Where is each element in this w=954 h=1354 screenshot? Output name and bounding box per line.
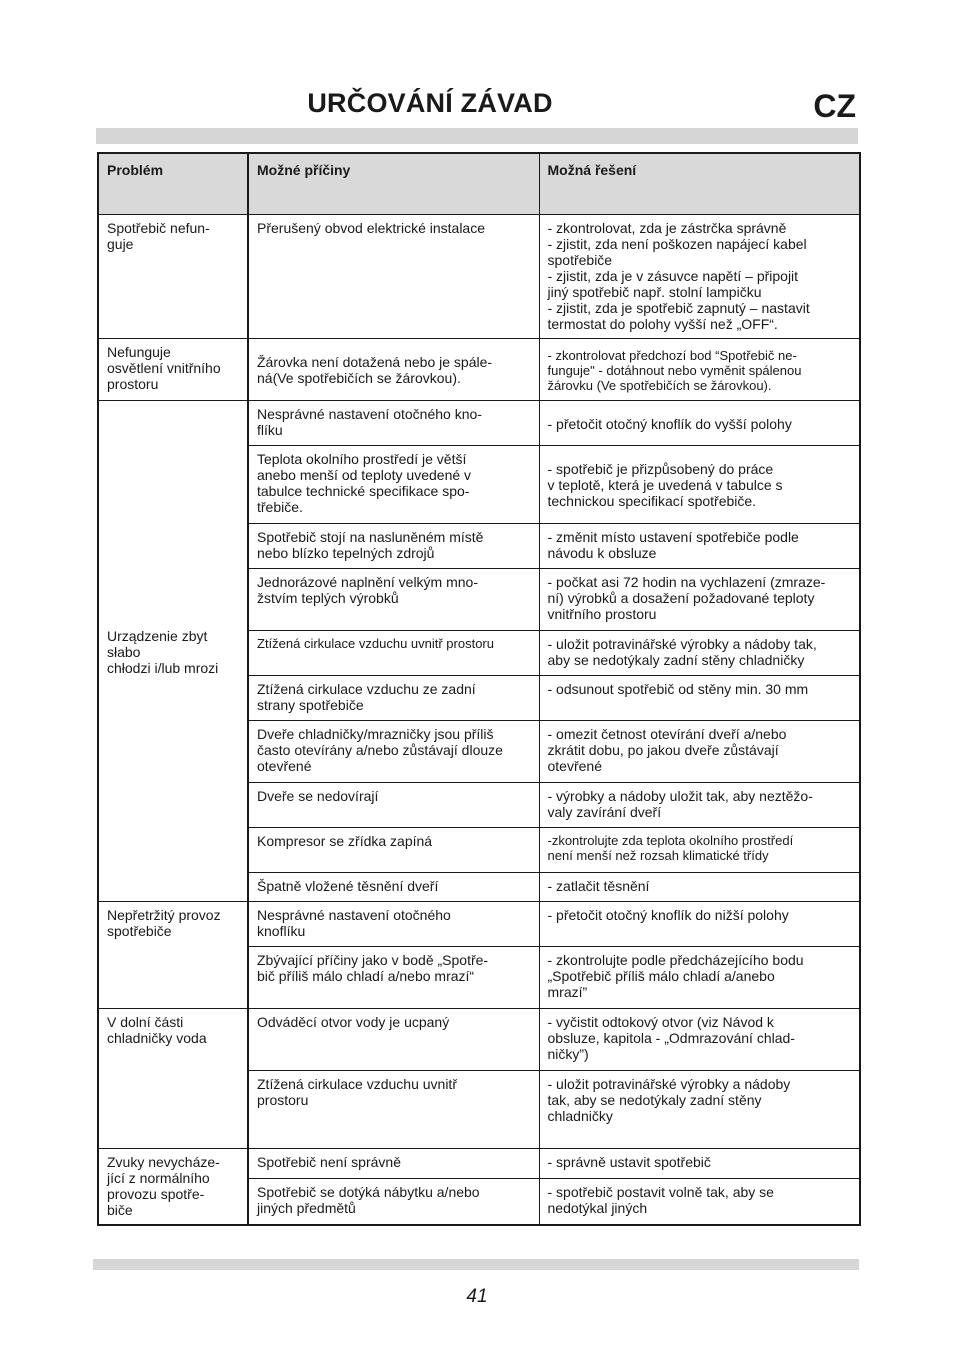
cause-cell: Dveře se nedovírají (248, 783, 539, 828)
solution-cell: - přetočit otočný knoflík do vyšší polohy (539, 401, 860, 446)
problem-cell: Urządzenie zbyt słabo chłodzi i/lub mrozi (98, 401, 248, 902)
cause-cell: Spotřebič stojí na nasluněném místě nebo blízko tepelných zdrojů (248, 524, 539, 569)
cause-cell: Spotřebič není správně (248, 1149, 539, 1179)
solution-cell: - zkontrolovat, zda je zástrčka správně - zjistit, zda není poškozen napájecí kabel spotřebiče - zjistit, zda je v zásuvce napětí – připojit jiný spotřebič např. stolní lampičku - zjistit, zda je spotřebič zapnutý – nastavit termostat do polohy vyšší než „OFF“. (539, 215, 860, 339)
page-number: 41 (466, 1286, 488, 1307)
cause-cell: Nesprávné nastavení otočného knoflíku (248, 902, 539, 947)
solution-cell: - spotřebič je přizpůsobený do práce v teplotě, která je uvedená v tabulce s technickou specifikací spotřebiče. (539, 446, 860, 524)
solution-cell: - zkontrolovat předchozí bod “Spotřebič ne- funguje" - dotáhnout nebo vyměnit spálenou žárovku (Ve spotřebičích se žárovkou). (539, 339, 860, 401)
cause-cell: Dveře chladničky/mrazničky jsou příliš často otevírány a/nebo zůstávají dlouze otevřené (248, 721, 539, 783)
cause-cell: Špatně vložené těsnění dveří (248, 873, 539, 902)
problem-cell: Nefunguje osvětlení vnitřního prostoru (98, 339, 248, 401)
problem-cell: Zvuky nevycháze- jící z normálního provozu spotře- biče (98, 1149, 248, 1225)
solution-cell: - vyčistit odtokový otvor (viz Návod k obsluze, kapitola - „Odmrazování chlad- ničky”) (539, 1009, 860, 1071)
top-divider-bar (96, 128, 858, 144)
solution-cell: - počkat asi 72 hodin na vychlazení (zmraze- ní) výrobků a dosažení požadované teploty vnitřního prostoru (539, 569, 860, 631)
solution-cell: - odsunout spotřebič od stěny min. 30 mm (539, 676, 860, 721)
problem-cell: Nepřetržitý provoz spotřebiče (98, 902, 248, 1009)
problem-cell: V dolní části chladničky voda (98, 1009, 248, 1149)
solution-cell: - správně ustavit spotřebič (539, 1149, 860, 1179)
solution-cell: - změnit místo ustavení spotřebiče podle návodu k obsluze (539, 524, 860, 569)
solution-cell: - zkontrolujte podle předcházejícího bodu „Spotřebič příliš málo chladí a/anebo mrazí” (539, 947, 860, 1009)
table-row (98, 401, 860, 446)
solution-cell: -zkontrolujte zda teplota okolního prostředí není menší než rozsah klimatické třídy (539, 828, 860, 873)
table-row (98, 902, 860, 947)
table-row (98, 1149, 860, 1179)
solution-cell: - přetočit otočný knoflík do nižší polohy (539, 902, 860, 947)
cause-cell: Jednorázové naplnění velkým mno- žstvím teplých výrobků (248, 569, 539, 631)
solution-cell: - spotřebič postavit volně tak, aby se nedotýkal jiných (539, 1179, 860, 1225)
cause-cell: Kompresor se zřídka zapíná (248, 828, 539, 873)
table-row (98, 1009, 860, 1071)
problem-cell: Spotřebič nefun- guje (98, 215, 248, 339)
cause-cell: Ztížená cirkulace vzduchu uvnitř prostoru (248, 1071, 539, 1149)
table-header-row (98, 153, 860, 215)
table-row (98, 215, 860, 339)
bottom-divider-bar (93, 1259, 859, 1270)
language-code: CZ (813, 88, 856, 124)
cause-cell: Ztížená cirkulace vzduchu uvnitř prostoru (248, 631, 539, 676)
cause-cell: Žárovka není dotažená nebo je spále- ná(Ve spotřebičích se žárovkou). (248, 339, 539, 401)
cause-cell: Odváděcí otvor vody je ucpaný (248, 1009, 539, 1071)
cause-cell: Zbývající příčiny jako v bodě „Spotře- bič příliš málo chladí a/nebo mrazí“ (248, 947, 539, 1009)
solution-cell: - zatlačit těsnění (539, 873, 860, 902)
cause-cell: Přerušený obvod elektrické instalace (248, 215, 539, 339)
cause-cell: Teplota okolního prostředí je větší anebo menší od teploty uvedené v tabulce technické specifikace spo- třebiče. (248, 446, 539, 524)
troubleshooting-table (97, 152, 861, 1226)
solution-cell: - omezit četnost otevírání dveří a/nebo zkrátit dobu, po jakou dveře zůstávají otevřené (539, 721, 860, 783)
header-problem: Problém (98, 153, 248, 215)
solution-cell: - uložit potravinářské výrobky a nádoby tak, aby se nedotýkaly zadní stěny chladničky (539, 1071, 860, 1149)
cause-cell: Ztížená cirkulace vzduchu ze zadní strany spotřebiče (248, 676, 539, 721)
cause-cell: Spotřebič se dotýká nábytku a/nebo jiných předmětů (248, 1179, 539, 1225)
solution-cell: - výrobky a nádoby uložit tak, aby neztěžo- valy zavírání dveří (539, 783, 860, 828)
cause-cell: Nesprávné nastavení otočného kno- flíku (248, 401, 539, 446)
solution-cell: - uložit potravinářské výrobky a nádoby tak, aby se nedotýkaly zadní stěny chladničky (539, 631, 860, 676)
header-solutions: Možná řešení (539, 153, 860, 215)
page-title: URČOVÁNÍ ZÁVAD (307, 88, 553, 118)
header-causes: Možné příčiny (248, 153, 539, 215)
table-row (98, 339, 860, 401)
